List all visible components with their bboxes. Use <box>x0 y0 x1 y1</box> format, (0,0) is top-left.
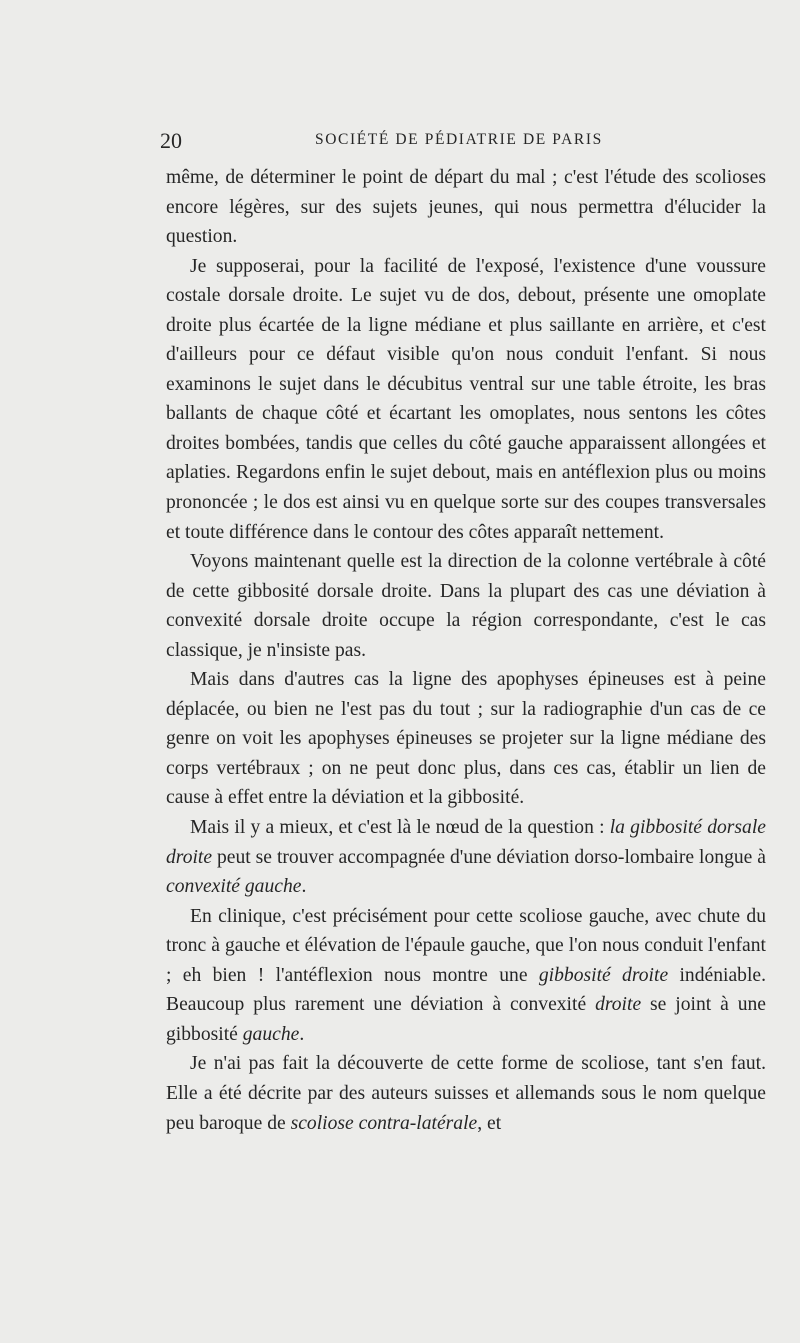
italic-text: droite <box>595 994 642 1016</box>
text-run: Voyons maintenant quelle est la direction de la colonne vertébrale à côté de cette gibbosité dorsale droite. Dans la plupart des cas une déviation à convexité dorsale droite occupe la région correspondante, c'est le cas classique, je n'insiste pas. <box>166 551 766 661</box>
text-run: se joint à une gibbosité <box>166 994 767 1045</box>
paragraph <box>166 163 766 252</box>
italic-text: la gibbosité dorsale droite <box>166 817 766 868</box>
italic-text: gauche <box>242 1023 300 1045</box>
italic-text: convexité gauche <box>166 876 302 898</box>
page-header <box>160 128 770 156</box>
italic-text: gibbosité droite <box>538 964 669 986</box>
paragraph <box>166 547 766 665</box>
body-text <box>166 163 766 1138</box>
paragraph <box>166 665 766 813</box>
text-run: même, de déterminer le point de départ du mal ; c'est l'étude des scolioses encore légères, sur des sujets jeunes, qui nous permettra d'élucider la question. <box>166 167 766 248</box>
text-run: . <box>301 876 307 898</box>
text-run: Mais dans d'autres cas la ligne des apophyses épineuses est à peine déplacée, ou bien ne l'est pas du tout ; sur la radiographie d'un cas de ce genre on voit les apophyses épineuses se projeter sur la ligne médiane des corps vertébraux ; on ne peut donc plus, dans ces cas, établir un lien de cause à effet entre la déviation et la gibbosité. <box>166 669 766 809</box>
page-number: 20 <box>160 128 182 153</box>
paragraph <box>166 1049 766 1138</box>
text-run: Je n'ai pas fait la découverte de cette forme de scoliose, tant s'en faut. Elle a été décrite par des auteurs suisses et allemands sous le nom quelque peu baroque de <box>166 1053 766 1134</box>
paragraph <box>166 813 766 902</box>
paragraph <box>166 902 766 1050</box>
italic-text: scoliose contra-latérale <box>290 1112 478 1134</box>
paragraph <box>166 252 766 547</box>
text-run: , et <box>477 1112 502 1134</box>
text-run: peut se trouver accompagnée d'une déviation dorso-lombaire longue à <box>212 846 766 868</box>
text-run: En clinique, c'est précisément pour cette scoliose gauche, avec chute du tronc à gauche et élévation de l'épaule gauche, que l'on nous conduit l'enfant ; eh bien ! l'antéflexion nous montre une <box>166 905 766 986</box>
text-run: Je supposerai, pour la facilité de l'exposé, l'existence d'une voussure costale dorsale droite. Le sujet vu de dos, debout, présente une omoplate droite plus écartée de la ligne médiane et plus saillante en arrière, et c'est d'ailleurs pour ce défaut visible qu'on nous conduit l'enfant. Si nous examinons le sujet dans le décubitus ventral sur une table étroite, les bras ballants de chaque côté et écartant les omoplates, nous sentons les côtes droites bombées, tandis que celles du côté gauche apparaissent allongées et aplaties. Regardons enfin le sujet debout, mais en antéflexion plus ou moins prononcée ; le dos est ainsi vu en quelque sorte sur des coupes transversales et toute différence dans le contour des côtes apparaît nettement. <box>166 255 766 543</box>
text-run: . <box>299 1023 305 1045</box>
text-run: Mais il y a mieux, et c'est là le nœud de la question : <box>190 817 610 839</box>
running-head: SOCIÉTÉ DE PÉDIATRIE DE PARIS <box>315 131 603 148</box>
text-run: indéniable. Beaucoup plus rarement une déviation à convexité <box>166 964 766 1016</box>
